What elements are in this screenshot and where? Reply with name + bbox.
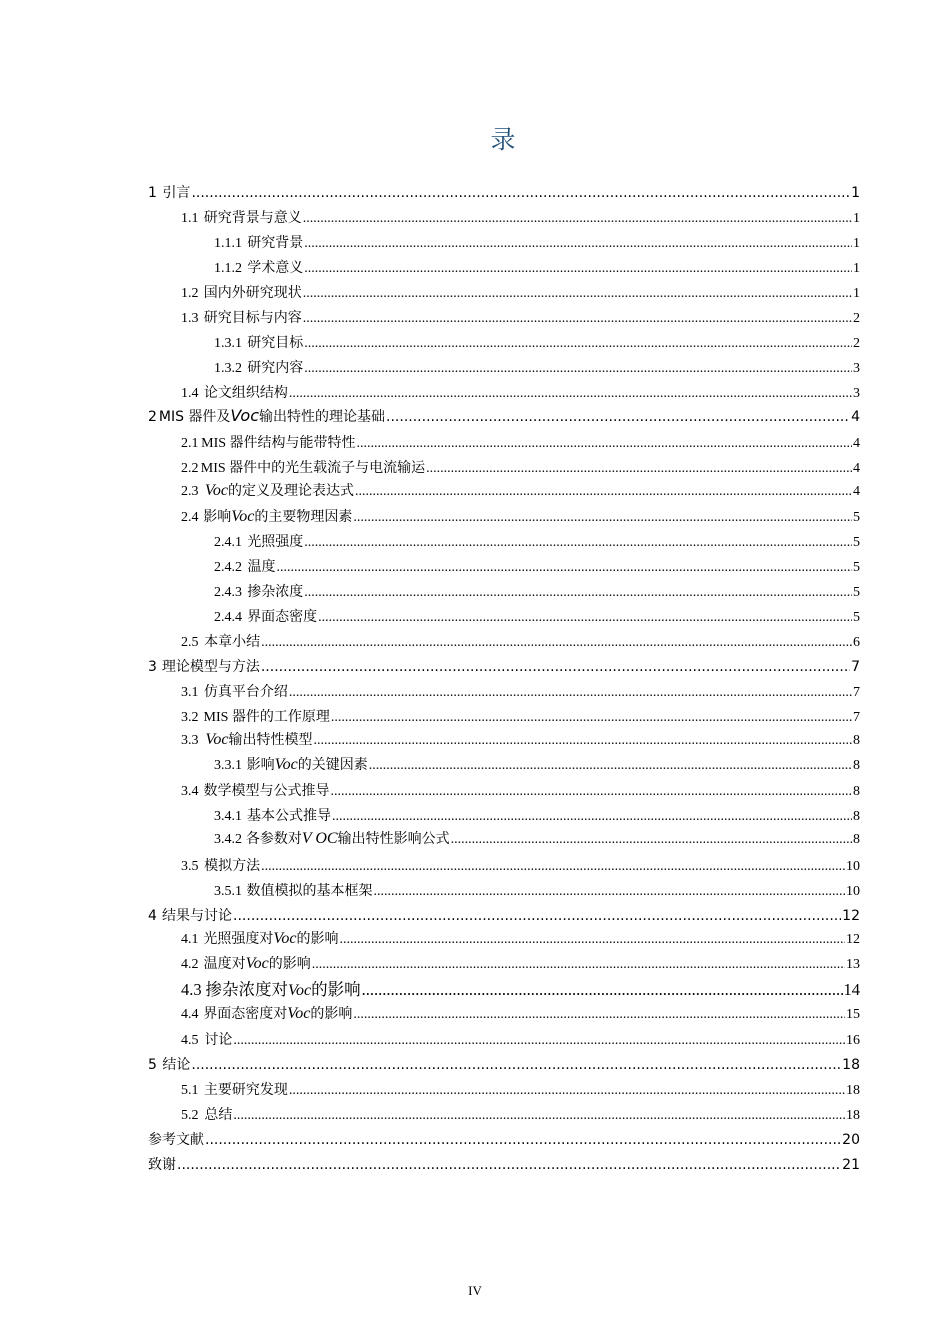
leader-dots xyxy=(353,510,852,526)
toc-entry-number: 2.3 xyxy=(181,484,199,499)
toc-entry-text: MIS 器件中的光生载流子与电流输运 xyxy=(200,461,426,476)
toc-entry-number: 2.2 xyxy=(181,461,199,476)
leader-dots xyxy=(386,409,850,425)
toc-entry-text: 数值模拟的基本框架 xyxy=(246,884,373,899)
toc-entry[interactable] xyxy=(214,581,860,601)
toc-entry-text: 的定义及理论表达式 xyxy=(227,484,354,499)
toc-entry-number: 1.3 xyxy=(181,311,199,326)
toc-entry-page: 8 xyxy=(853,832,860,847)
voc-symbol: Voc xyxy=(231,508,255,525)
leader-dots xyxy=(318,610,852,626)
toc-entry-text: 参考文献 xyxy=(148,1132,204,1148)
toc-entry-number: 1.3.2 xyxy=(214,361,242,376)
leader-dots xyxy=(303,286,852,302)
toc-entry-text: 国内外研究现状 xyxy=(203,286,302,301)
toc-entry-page: 10 xyxy=(846,859,860,874)
toc-entry[interactable] xyxy=(148,1154,860,1174)
toc-entry-page: 1 xyxy=(851,185,860,201)
toc-entry-text: 结论 xyxy=(162,1057,191,1073)
toc-entry[interactable] xyxy=(181,282,860,302)
leader-dots xyxy=(426,461,852,477)
toc-entry-page: 5 xyxy=(853,510,860,525)
toc-entry-number: 4.5 xyxy=(181,1033,199,1048)
toc-entry-page: 21 xyxy=(842,1157,860,1173)
toc-entry-number: 1.3.1 xyxy=(214,336,242,351)
toc-entry-number: 2.4.4 xyxy=(214,610,242,625)
toc-entry[interactable] xyxy=(214,232,860,252)
toc-entry-page: 5 xyxy=(853,535,860,550)
leader-dots xyxy=(177,1157,841,1173)
toc-entry-number: 2.5 xyxy=(181,635,199,650)
leader-dots xyxy=(233,1108,845,1124)
toc-entry-page: 7 xyxy=(851,659,860,675)
toc-entry[interactable] xyxy=(181,382,860,402)
toc-entry-text: 的关键因素 xyxy=(297,758,368,773)
toc-entry-text: 数学模型与公式推导 xyxy=(203,784,330,799)
toc-entry-page: 18 xyxy=(846,1083,860,1098)
toc-entry[interactable] xyxy=(148,406,860,426)
voc-symbol: V OC xyxy=(301,830,338,847)
toc-entry-text: 仿真平台介绍 xyxy=(203,685,288,700)
toc-entry-text: 的影响 xyxy=(310,1007,353,1022)
toc-entry-page: 1 xyxy=(853,236,860,251)
toc-entry[interactable] xyxy=(181,855,860,875)
toc-entry-number: 5.2 xyxy=(181,1108,199,1123)
toc-entry-number: 1 xyxy=(148,185,157,201)
toc-entry-text: 影响 xyxy=(246,758,275,773)
toc-entry-page: 4 xyxy=(853,461,860,476)
toc-entry-number: 4.4 xyxy=(181,1007,199,1022)
toc-entry-number: 3 xyxy=(148,659,157,675)
toc-entry-page: 16 xyxy=(846,1033,860,1048)
toc-entry[interactable] xyxy=(148,1054,860,1074)
toc-entry-page: 5 xyxy=(853,585,860,600)
toc-entry-text: 输出特性的理论基础 xyxy=(259,409,386,425)
toc-entry-number: 1.1 xyxy=(181,211,199,226)
toc-entry[interactable] xyxy=(148,656,860,676)
toc-entry-text: 学术意义 xyxy=(247,261,304,276)
toc-entry-number: 1.1.1 xyxy=(214,236,242,251)
toc-entry[interactable] xyxy=(214,828,860,848)
toc-entry-text: 的影响 xyxy=(268,957,311,972)
toc-entry-text: 引言 xyxy=(162,185,191,201)
leader-dots xyxy=(289,1083,845,1099)
toc-entry[interactable] xyxy=(214,531,860,551)
toc-entry-page: 13 xyxy=(846,957,860,972)
toc-entry-text: 影响 xyxy=(203,510,232,525)
toc-entry-text: 基本公式推导 xyxy=(246,809,331,824)
toc-entry-page: 12 xyxy=(842,908,860,924)
leader-dots xyxy=(261,859,845,875)
toc-entry-page: 7 xyxy=(853,685,860,700)
toc-entry-number: 3.5 xyxy=(181,859,199,874)
leader-dots xyxy=(277,560,852,576)
toc-entry[interactable] xyxy=(181,457,860,477)
leader-dots xyxy=(332,809,852,825)
leader-dots xyxy=(191,185,850,201)
toc-entry-text: 输出特性模型 xyxy=(228,733,313,748)
toc-entry-text: 各参数对 xyxy=(245,832,302,847)
toc-entry[interactable] xyxy=(181,976,860,1000)
toc-entry-text: MIS 器件结构与能带特性 xyxy=(201,436,356,451)
toc-entry-page: 3 xyxy=(853,361,860,376)
leader-dots xyxy=(331,784,853,800)
toc-entry[interactable] xyxy=(214,357,860,377)
toc-entry-number: 4.3 xyxy=(181,980,202,999)
toc-entry-text: 温度 xyxy=(247,560,276,575)
voc-symbol: Voc xyxy=(287,1005,311,1022)
toc-entry[interactable] xyxy=(181,953,860,973)
toc-entry-text: 输出特性影响公式 xyxy=(337,832,450,847)
toc-entry-page: 5 xyxy=(853,610,860,625)
toc-entry-text: 的影响 xyxy=(296,932,339,947)
toc-entry-number: 3.4.2 xyxy=(214,832,242,847)
leader-dots xyxy=(374,884,845,900)
toc-entry[interactable] xyxy=(181,681,860,701)
toc-entry-text: 温度对 xyxy=(203,957,246,972)
toc-entry[interactable] xyxy=(181,729,860,749)
voc-symbol: Voc xyxy=(204,482,228,499)
toc-entry-text: 总结 xyxy=(204,1108,233,1123)
toc-entry-page: 2 xyxy=(853,336,860,351)
toc-entry-number: 2 xyxy=(148,409,157,425)
toc-entry-number: 1.4 xyxy=(181,386,199,401)
toc-entry-number: 1.2 xyxy=(181,286,199,301)
toc-entry-page: 20 xyxy=(842,1132,860,1148)
voc-symbol: Voc xyxy=(205,731,229,748)
leader-dots xyxy=(312,957,845,973)
toc-entry-page: 8 xyxy=(853,784,860,799)
toc-entry-number: 3.4 xyxy=(181,784,199,799)
toc-entry[interactable] xyxy=(181,1079,860,1099)
leader-dots xyxy=(304,261,852,277)
leader-dots xyxy=(261,659,850,675)
toc-entry[interactable] xyxy=(148,905,860,925)
toc-entry-number: 2.4.1 xyxy=(214,535,242,550)
leader-dots xyxy=(355,484,852,500)
page-number: IV xyxy=(468,1283,482,1298)
toc-entry[interactable] xyxy=(181,480,860,500)
toc-entry-page: 5 xyxy=(853,560,860,575)
toc-entry[interactable] xyxy=(181,506,860,526)
voc-symbol: Voc xyxy=(274,756,298,773)
toc-entry[interactable] xyxy=(214,754,860,774)
toc-entry-text: 理论模型与方法 xyxy=(161,659,260,675)
toc-entry[interactable] xyxy=(181,307,860,327)
toc-entry-text: 论文组织结构 xyxy=(203,386,288,401)
toc-entry-page: 14 xyxy=(843,980,860,999)
toc-entry-page: 3 xyxy=(853,386,860,401)
toc-entry-text: 讨论 xyxy=(204,1033,233,1048)
leader-dots xyxy=(303,311,852,327)
leader-dots xyxy=(451,832,852,848)
toc-entry-page: 4 xyxy=(853,436,860,451)
toc-entry[interactable] xyxy=(214,556,860,576)
toc-entry-number: 5.1 xyxy=(181,1083,199,1098)
toc-entry-page: 8 xyxy=(853,733,860,748)
toc-entry-text: 研究背景与意义 xyxy=(203,211,302,226)
leader-dots xyxy=(304,336,852,352)
toc-entry-page: 8 xyxy=(853,758,860,773)
toc-entry-page: 8 xyxy=(853,809,860,824)
leader-dots xyxy=(233,1033,845,1049)
leader-dots xyxy=(289,685,852,701)
leader-dots xyxy=(362,980,843,1000)
toc-entry-number: 3.5.1 xyxy=(214,884,242,899)
toc-entry-number: 4 xyxy=(148,908,157,924)
toc-title: 录 xyxy=(490,125,516,154)
toc-entry-page: 15 xyxy=(846,1007,860,1022)
leader-dots xyxy=(289,386,852,402)
toc-entry-page: 7 xyxy=(853,710,860,725)
toc-entry-number: 4.2 xyxy=(181,957,199,972)
toc-entry-page: 1 xyxy=(853,286,860,301)
toc-entry-page: 1 xyxy=(853,261,860,276)
leader-dots xyxy=(314,733,853,749)
toc-entry[interactable] xyxy=(181,432,860,452)
toc-entry[interactable] xyxy=(181,631,860,651)
toc-entry-page: 6 xyxy=(853,635,860,650)
leader-dots xyxy=(233,908,841,924)
toc-entry[interactable] xyxy=(181,1104,860,1124)
toc-entry-text: MIS 器件的工作原理 xyxy=(203,710,330,725)
leader-dots xyxy=(261,635,852,651)
leader-dots xyxy=(369,758,852,774)
toc-entry[interactable] xyxy=(214,257,860,277)
toc-entry-number: 2.1 xyxy=(181,436,199,451)
toc-entry-page: 12 xyxy=(846,932,860,947)
toc-entry-text: 掺杂浓度对 xyxy=(205,980,289,999)
leader-dots xyxy=(339,932,845,948)
toc-entry-number: 3.2 xyxy=(181,710,199,725)
toc-entry[interactable] xyxy=(148,182,860,202)
leader-dots xyxy=(304,535,852,551)
toc-entry-text: 研究目标与内容 xyxy=(203,311,302,326)
toc-entry-page: 4 xyxy=(853,484,860,499)
leader-dots xyxy=(353,1007,845,1023)
voc-symbol: Voc xyxy=(273,930,297,947)
toc-entry-number: 2.4.2 xyxy=(214,560,242,575)
toc-entry-text: 界面态密度对 xyxy=(203,1007,288,1022)
toc-entry-number: 3.3.1 xyxy=(214,758,242,773)
toc-entry-number: 3.4.1 xyxy=(214,809,242,824)
toc-entry[interactable] xyxy=(181,1029,860,1049)
toc-entry-text: 主要研究发现 xyxy=(203,1083,288,1098)
toc-entry[interactable] xyxy=(181,1003,860,1023)
toc-entry-page: 18 xyxy=(846,1108,860,1123)
voc-symbol: Voc xyxy=(245,955,269,972)
toc-entry[interactable] xyxy=(181,207,860,227)
toc-entry-number: 2.4.3 xyxy=(214,585,242,600)
toc-entry-text: MIS 器件及 xyxy=(158,409,231,425)
toc-entry[interactable] xyxy=(181,780,860,800)
leader-dots xyxy=(304,236,852,252)
toc-entry-number: 1.1.2 xyxy=(214,261,242,276)
toc-entry-text: 研究背景 xyxy=(247,236,304,251)
toc-entry-text: 研究目标 xyxy=(247,336,304,351)
leader-dots xyxy=(303,211,852,227)
toc-entry-text: 研究内容 xyxy=(247,361,304,376)
toc-entry-page: 4 xyxy=(851,409,860,425)
leader-dots xyxy=(304,361,852,377)
toc-entry-number: 4.1 xyxy=(181,932,199,947)
toc-entry[interactable] xyxy=(214,805,860,825)
toc-entry-page: 1 xyxy=(853,211,860,226)
toc-entry-page: 10 xyxy=(846,884,860,899)
toc-entry-text: 掺杂浓度 xyxy=(247,585,304,600)
toc-entry-text: 界面态密度 xyxy=(247,610,318,625)
leader-dots xyxy=(191,1057,841,1073)
toc-entry-number: 3.1 xyxy=(181,685,199,700)
toc-entry-text: 光照强度 xyxy=(247,535,304,550)
toc-entry-text: 的主要物理因素 xyxy=(254,510,353,525)
voc-symbol: Voc xyxy=(288,982,312,999)
toc-entry-text: 结果与讨论 xyxy=(162,908,233,924)
toc-entry-page: 2 xyxy=(853,311,860,326)
toc-entry-text: 的影响 xyxy=(311,980,361,999)
toc-entry[interactable] xyxy=(214,332,860,352)
leader-dots xyxy=(304,585,852,601)
toc-entry-number: 2.4 xyxy=(181,510,199,525)
toc-entry-page: 18 xyxy=(842,1057,860,1073)
toc-entry-number: 5 xyxy=(148,1057,157,1073)
toc-entry[interactable] xyxy=(181,706,860,726)
leader-dots xyxy=(205,1132,841,1148)
toc-entry[interactable] xyxy=(148,1129,860,1149)
toc-entry[interactable] xyxy=(214,880,860,900)
toc-entry-number: 3.3 xyxy=(181,733,199,748)
toc-entry-text: 光照强度对 xyxy=(203,932,274,947)
toc-entry-text: 致谢 xyxy=(148,1157,176,1173)
toc-entry[interactable] xyxy=(181,928,860,948)
voc-symbol: Voc xyxy=(230,406,260,425)
leader-dots xyxy=(331,710,852,726)
toc-entry-text: 本章小结 xyxy=(204,635,261,650)
leader-dots xyxy=(357,436,852,452)
toc-entry[interactable] xyxy=(214,606,860,626)
toc-entry-text: 模拟方法 xyxy=(204,859,261,874)
